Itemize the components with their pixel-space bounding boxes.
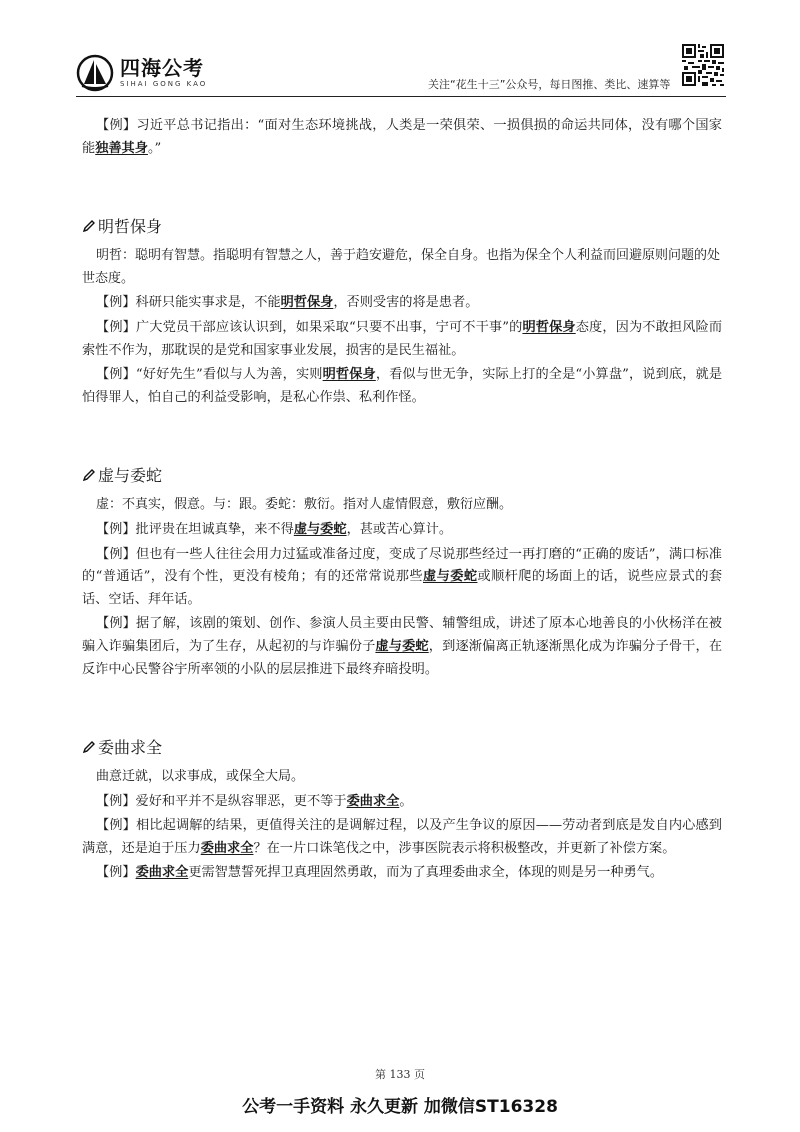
section-title: 明哲保身 <box>82 214 722 237</box>
highlighted-idiom: 委曲求全 <box>346 793 400 809</box>
example: 【例】爱好和平并不是纵容罪恶，更不等于委曲求全。 <box>96 793 413 809</box>
page-number: 第 133 页 <box>375 1068 425 1081</box>
pen-icon <box>82 468 96 482</box>
brand-logo <box>76 52 226 94</box>
highlighted-idiom: 委曲求全 <box>200 840 254 856</box>
page-header <box>0 0 800 110</box>
highlighted-idiom: 委曲求全 <box>135 865 189 881</box>
example: 【例】据了解，该剧的策划、创作、参演人员主要由民警、辅警组成，讲述了原本心地善良的小伙杨洋在被骗入诈骗集团后，为了生存，从起初的与诈骗份子虚与委蛇，到逐渐偏离正轨逐渐黑化成为诈骗分子骨干，在反诈中心民警谷宇所率领的小队的层层推进下最终弃暗投明。 <box>82 616 723 677</box>
sail-logo-icon <box>76 54 114 92</box>
highlighted-idiom: 独善其身 <box>95 140 148 156</box>
logo-chinese-name: 四海公考 <box>120 56 204 80</box>
document-body <box>82 115 722 887</box>
header-rule <box>76 96 726 97</box>
highlighted-idiom: 明哲保身 <box>322 367 376 383</box>
qr-code-icon <box>682 44 724 86</box>
example: 【例】但也有一些人往往会用力过猛或准备过度，变成了尽说那些经过一再打磨的“正确的废话”，满口标准的“普通话”，没有个性，更没有棱角；有的还常常说那些虚与委蛇或顺杆爬的场面上的话，说些应景式的套话、空话、拜年话。 <box>82 546 723 607</box>
section-title: 委曲求全 <box>82 735 722 758</box>
highlighted-idiom: 明哲保身 <box>522 319 576 335</box>
example: 【例】科研只能实事求是，不能明哲保身，否则受害的将是患者。 <box>96 295 479 311</box>
section-definition: 虚：不真实，假意。与：跟。委蛇：敷衍。指对人虚情假意，敷衍应酬。 <box>96 497 513 513</box>
example: 【例】“好好先生”看似与人为善，实则明哲保身，看似与世无争，实际上打的全是“小算盘”，说到底，就是怕得罪人，怕自己的利益受影响，是私心作祟、私利作怪。 <box>82 367 723 405</box>
intro-example: 【例】习近平总书记指出：“面对生态环境挑战，人类是一荣俱荣、一损俱损的命运共同体，没有哪个国家能独善其身。” <box>82 118 722 156</box>
pen-icon <box>82 740 96 754</box>
section-title: 虚与委蛇 <box>82 463 722 486</box>
highlighted-idiom: 虚与委蛇 <box>423 569 478 585</box>
highlighted-idiom: 虚与委蛇 <box>293 521 347 537</box>
section-definition: 明哲：聪明有智慧。指聪明有智慧之人，善于趋安避危，保全自身。也指为保全个人利益而回避原则问题的处世态度。 <box>82 248 721 286</box>
footer-banner: 公考一手资料 永久更新 加微信ST16328 <box>242 1097 558 1117</box>
highlighted-idiom: 明哲保身 <box>280 295 334 311</box>
example: 【例】委曲求全更需智慧誓死捍卫真理固然勇敢，而为了真理委曲求全，体现的则是另一种勇气。 <box>96 865 664 881</box>
example: 【例】相比起调解的结果，更值得关注的是调解过程，以及产生争议的原因——劳动者到底是发自内心感到满意，还是迫于压力委曲求全？在一片口诛笔伐之中，涉事医院表示将积极整改，并更新了补偿方案。 <box>82 818 722 856</box>
header-notice: 关注“花生十三”公众号，每日图推、类比、速算等 <box>428 78 671 91</box>
example: 【例】批评贵在坦诚真挚，来不得虚与委蛇，甚或苦心算计。 <box>96 521 453 537</box>
example: 【例】广大党员干部应该认识到，如果采取“只要不出事，宁可不干事”的明哲保身态度，因为不敢担风险而索性不作为，那耽误的是党和国家事业发展，损害的是民生福祉。 <box>82 319 723 358</box>
pen-icon <box>82 219 96 233</box>
highlighted-idiom: 虚与委蛇 <box>375 638 429 654</box>
section-definition: 曲意迁就，以求事成，或保全大局。 <box>96 769 305 785</box>
logo-english-name: SIHAI GONG KAO <box>120 80 208 88</box>
